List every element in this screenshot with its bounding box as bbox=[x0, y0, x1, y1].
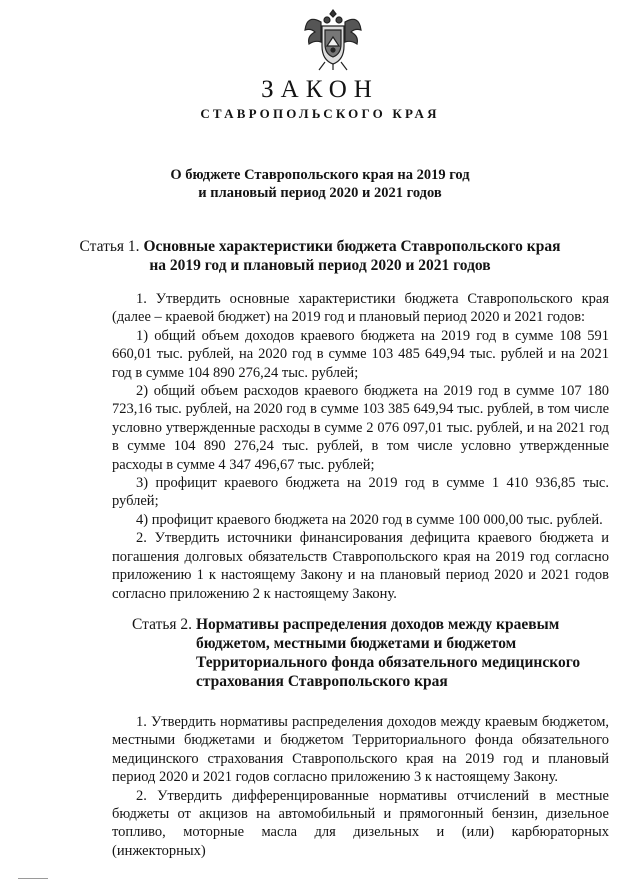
paragraph: 1) общий объем доходов краевого бюджета на 2019 год в сумме 108 591 660,01 тыс. рублей, на 2020 год в сумме 103 485 649,94 тыс. рублей и на 2021 год в сумме 104 890 276,24 тыс. рублей; bbox=[112, 327, 609, 381]
document-title-line: и плановый период 2020 и 2021 годов bbox=[198, 185, 442, 201]
article-2-body bbox=[112, 713, 609, 860]
article-2-heading bbox=[132, 615, 612, 691]
paragraph: 1. Утвердить основные характеристики бюджета Ставропольского края (далее – краевой бюджет) на 2019 год и плановый период 2020 и 2021 годов: bbox=[112, 291, 609, 326]
document-title bbox=[0, 166, 640, 202]
coat-of-arms-icon bbox=[303, 6, 363, 72]
article-heading-line: на 2019 год и плановый период 2020 и 2021 годов bbox=[149, 257, 491, 274]
paragraph: 3) профицит краевого бюджета на 2019 год в сумме 1 410 936,85 тыс. рублей; bbox=[112, 475, 609, 510]
paragraph: 4) профицит краевого бюджета на 2020 год в сумме 100 000,00 тыс. рублей. bbox=[136, 511, 603, 528]
document-title-line: О бюджете Ставропольского края на 2019 год bbox=[170, 167, 470, 183]
article-label: Статья 1. bbox=[79, 238, 140, 255]
article-heading-line: Нормативы распределения доходов между краевым bbox=[196, 616, 560, 633]
article-1-body bbox=[112, 290, 609, 603]
article-heading-line: Территориального фонда обязательного медицинского bbox=[196, 654, 581, 671]
law-title: ЗАКОН bbox=[261, 76, 379, 103]
scan-mark bbox=[18, 878, 48, 880]
article-heading-line: страхования Ставропольского края bbox=[196, 673, 448, 690]
region-subtitle: СТАВРОПОЛЬСКОГО КРАЯ bbox=[200, 106, 440, 121]
paragraph: 2. Утвердить источники финансирования дефицита краевого бюджета и погашения долговых обязательств Ставропольского края на 2019 год согласно приложению 1 к настоящему Закону и на плановый период 2020 и 2021 годов согласно приложению 2 к настоящему Закону. bbox=[112, 530, 609, 602]
article-label: Статья 2. bbox=[132, 616, 193, 633]
article-heading-line: Основные характеристики бюджета Ставропольского края bbox=[143, 238, 561, 255]
paragraph: 2. Утвердить дифференцированные нормативы отчислений в местные бюджеты от акцизов на автомобильный и прямогонный бензин, дизельное топливо, моторные масла для дизельных и (или) карбюраторных (инжекторных) bbox=[112, 787, 609, 859]
paragraph: 2) общий объем расходов краевого бюджета на 2019 год в сумме 107 180 723,16 тыс. рублей, на 2020 год в сумме 103 385 649,94 тыс. рублей, в том числе условно утвержденные расходы в сумме 2 076 097,01 тыс. рублей, и на 2021 год в сумме 104 890 276,24 тыс. рублей, в том числе условно утвержденные расходы в сумме 4 347 496,67 тыс. рублей; bbox=[112, 383, 609, 473]
paragraph: 1. Утвердить нормативы распределения доходов между краевым бюджетом, местными бюджетами и бюджетом Территориального фонда обязательного медицинского страхования Ставропольского края на 2019 год и плановый период 2020 и 2021 годов согласно приложению 3 к настоящему Закону. bbox=[112, 714, 609, 786]
article-1-heading bbox=[0, 237, 640, 275]
article-heading-line: бюджетом, местными бюджетами и бюджетом bbox=[196, 635, 517, 652]
